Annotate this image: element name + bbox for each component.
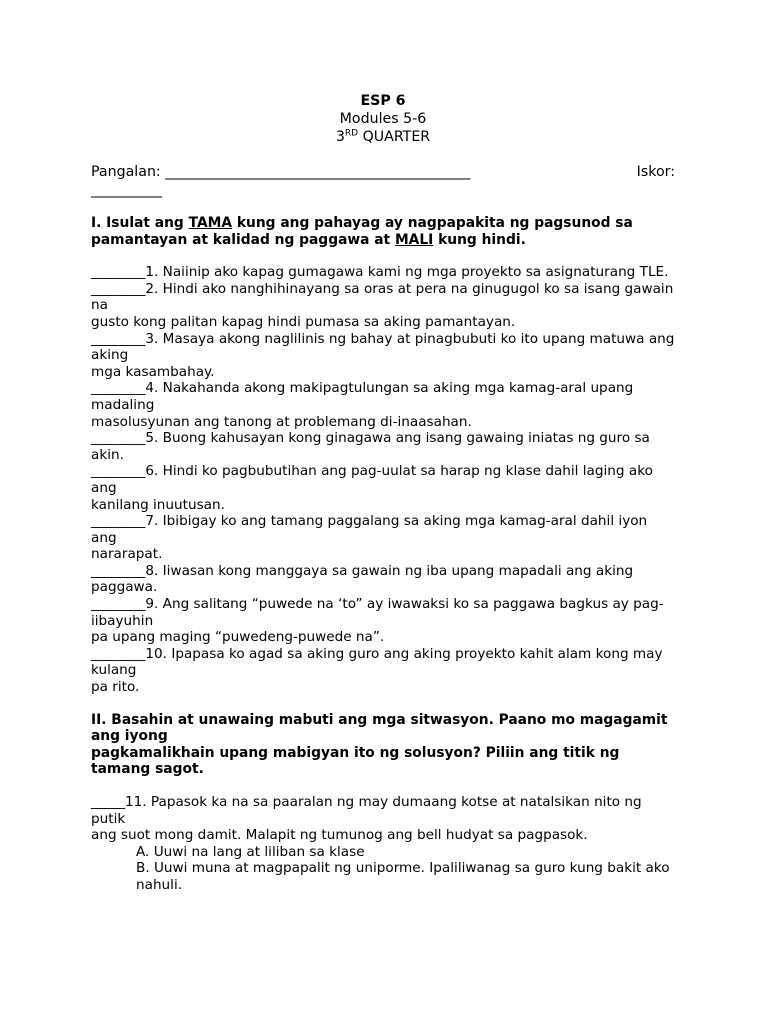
- list-item: [91, 264, 675, 281]
- question-11: [91, 794, 675, 894]
- item-line: pa rito.: [91, 679, 140, 696]
- score-blank: __________: [91, 182, 162, 198]
- part1-heading-c: kung hindi.: [433, 231, 526, 248]
- list-item: [91, 596, 675, 646]
- worksheet-title: ESP 6: [360, 93, 406, 109]
- item-line: ________8. Iiwasan kong manggaya sa gawain ng iba upang mapadali ang aking paggawa.: [91, 562, 634, 596]
- item-line: ________2. Hindi ako nanghihinayang sa oras at pera na ginugugol ko sa isang gawain na: [91, 280, 674, 314]
- list-item: [91, 430, 675, 463]
- list-item: [91, 380, 675, 430]
- part1-items: [91, 264, 675, 695]
- item-line: gusto kong palitan kapag hindi pumasa sa aking pamantayan.: [91, 313, 516, 330]
- keyword-tama: TAMA: [188, 215, 233, 231]
- item-line: ________3. Masaya akong naglilinis ng bahay at pinagbubuti ko ito upang matuwa ang aking: [91, 330, 675, 364]
- name-score-row: [91, 163, 675, 181]
- name-field-label: Pangalan: ___________________________________________: [91, 164, 471, 180]
- worksheet-page: [91, 92, 675, 894]
- quarter-superscript: RD: [344, 128, 359, 139]
- item-line: ________1. Naiinip ako kapag gumagawa kami ng mga proyekto sa asignaturang TLE.: [91, 264, 669, 281]
- part2-heading-line1: II. Basahin at unawaing mabuti ang mga sitwasyon. Paano mo magagamit ang iyong: [91, 711, 668, 745]
- part2-instructions: [91, 712, 675, 778]
- q11-line2: ang suot mong damit. Malapit ng tumunog ang bell hudyat sa pagpasok.: [91, 827, 588, 844]
- part1-heading-b: kung ang pahayag ay nagpapakita ng pagsunod sa pamantayan at kalidad ng paggawa at: [91, 215, 633, 248]
- item-line: mga kasambahay.: [91, 363, 215, 380]
- list-item: [91, 331, 675, 381]
- item-line: ________4. Nakahanda akong makipagtulungan sa aking mga kamag-aral upang madaling: [91, 380, 634, 413]
- option-a: A. Uuwi na lang at liliban sa klase: [136, 843, 365, 860]
- item-line: ________10. Ipapasa ko agad sa aking guro ang aking proyekto kahit alam kong may kulang: [91, 645, 663, 679]
- q11-line1: _____11. Papasok ka na sa paaralan ng may dumaang kotse at natalsikan nito ng putik: [91, 794, 642, 827]
- modules-label: Modules 5-6: [339, 111, 427, 127]
- list-item: [91, 646, 675, 696]
- list-item: [91, 563, 675, 596]
- list-item: [91, 463, 675, 513]
- part1-heading-a: I. Isulat ang: [91, 215, 189, 231]
- keyword-mali: MALI: [394, 231, 434, 248]
- item-line: ________7. Ibibigay ko ang tamang paggalang sa aking mga kamag-aral dahil iyon ang: [91, 513, 648, 546]
- item-line: masolusyunan ang tanong at problemang di-inaasahan.: [91, 413, 472, 430]
- q11-options: [136, 844, 675, 894]
- item-line: ________9. Ang salitang “puwede na ‘to” ay iwawaksi ko sa paggawa bagkus ay pag-iibayuhin: [91, 596, 664, 629]
- quarter-number: 3: [335, 129, 345, 145]
- score-label: Iskor:: [636, 164, 675, 180]
- item-line: ________6. Hindi ko pagbubutihan ang pag-uulat sa harap ng klase dahil laging ako ang: [91, 463, 653, 496]
- quarter-label: [91, 128, 675, 146]
- item-line: pa upang maging “puwedeng-puwede na”.: [91, 629, 385, 646]
- part2-heading-line2: pagkamalikhain upang mabigyan ito ng solusyon? Piliin ang titik ng tamang sagot.: [91, 744, 620, 778]
- item-line: ________5. Buong kahusayan kong ginagawa ang isang gawaing iniatas ng guro sa akin.: [91, 430, 650, 463]
- item-line: nararapat.: [91, 546, 163, 563]
- item-line: kanilang inuutusan.: [91, 496, 225, 513]
- list-item: [91, 281, 675, 331]
- quarter-word: QUARTER: [358, 129, 431, 145]
- list-item: [91, 513, 675, 563]
- option-b: B. Uuwi muna at magpapalit ng uniporme. Ipaliliwanag sa guro kung bakit ako nahuli.: [136, 860, 670, 893]
- part1-instructions: [91, 215, 675, 248]
